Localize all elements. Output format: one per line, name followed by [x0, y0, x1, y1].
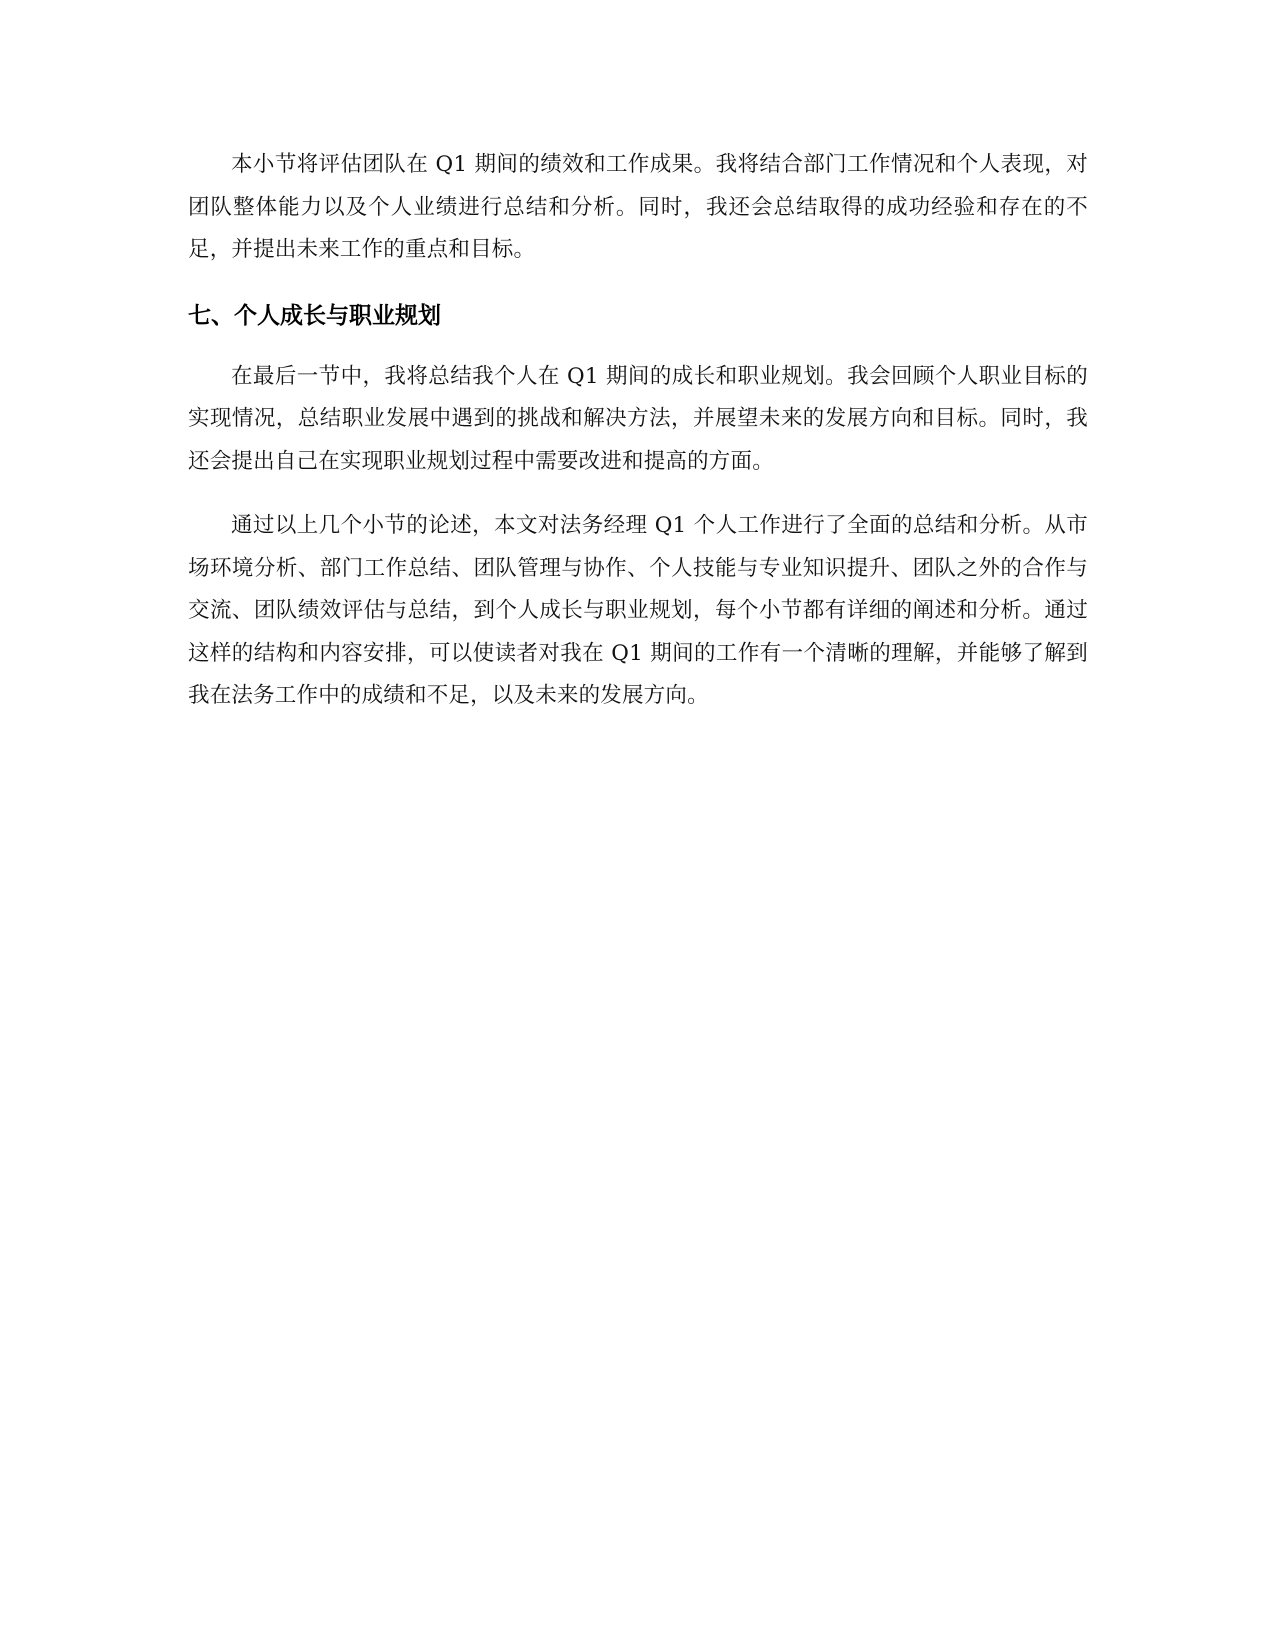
- intro-paragraph: 本小节将评估团队在 Q1 期间的绩效和工作成果。我将结合部门工作情况和个人表现，对团队整体能力以及个人业绩进行总结和分析。同时，我还会总结取得的成功经验和存在的不足，并提出未来工作的重点和目标。: [188, 152, 1088, 262]
- document-body: [188, 144, 1088, 718]
- section-heading: 七、个人成长与职业规划: [188, 302, 441, 329]
- conclusion-paragraph: 通过以上几个小节的论述，本文对法务经理 Q1 个人工作进行了全面的总结和分析。从市场环境分析、部门工作总结、团队管理与协作、个人技能与专业知识提升、团队之外的合作与交流、团队绩效评估与总结，到个人成长与职业规划，每个小节都有详细的阐述和分析。通过这样的结构和内容安排，可以使读者对我在 Q1 期间的工作有一个清晰的理解，并能够了解到我在法务工作中的成绩和不足，以及未来的发展方向。: [188, 513, 1088, 708]
- section-paragraph: 在最后一节中，我将总结我个人在 Q1 期间的成长和职业规划。我会回顾个人职业目标的实现情况，总结职业发展中遇到的挑战和解决方法，并展望未来的发展方向和目标。同时，我还会提出自己在实现职业规划过程中需要改进和提高的方面。: [188, 363, 1088, 474]
